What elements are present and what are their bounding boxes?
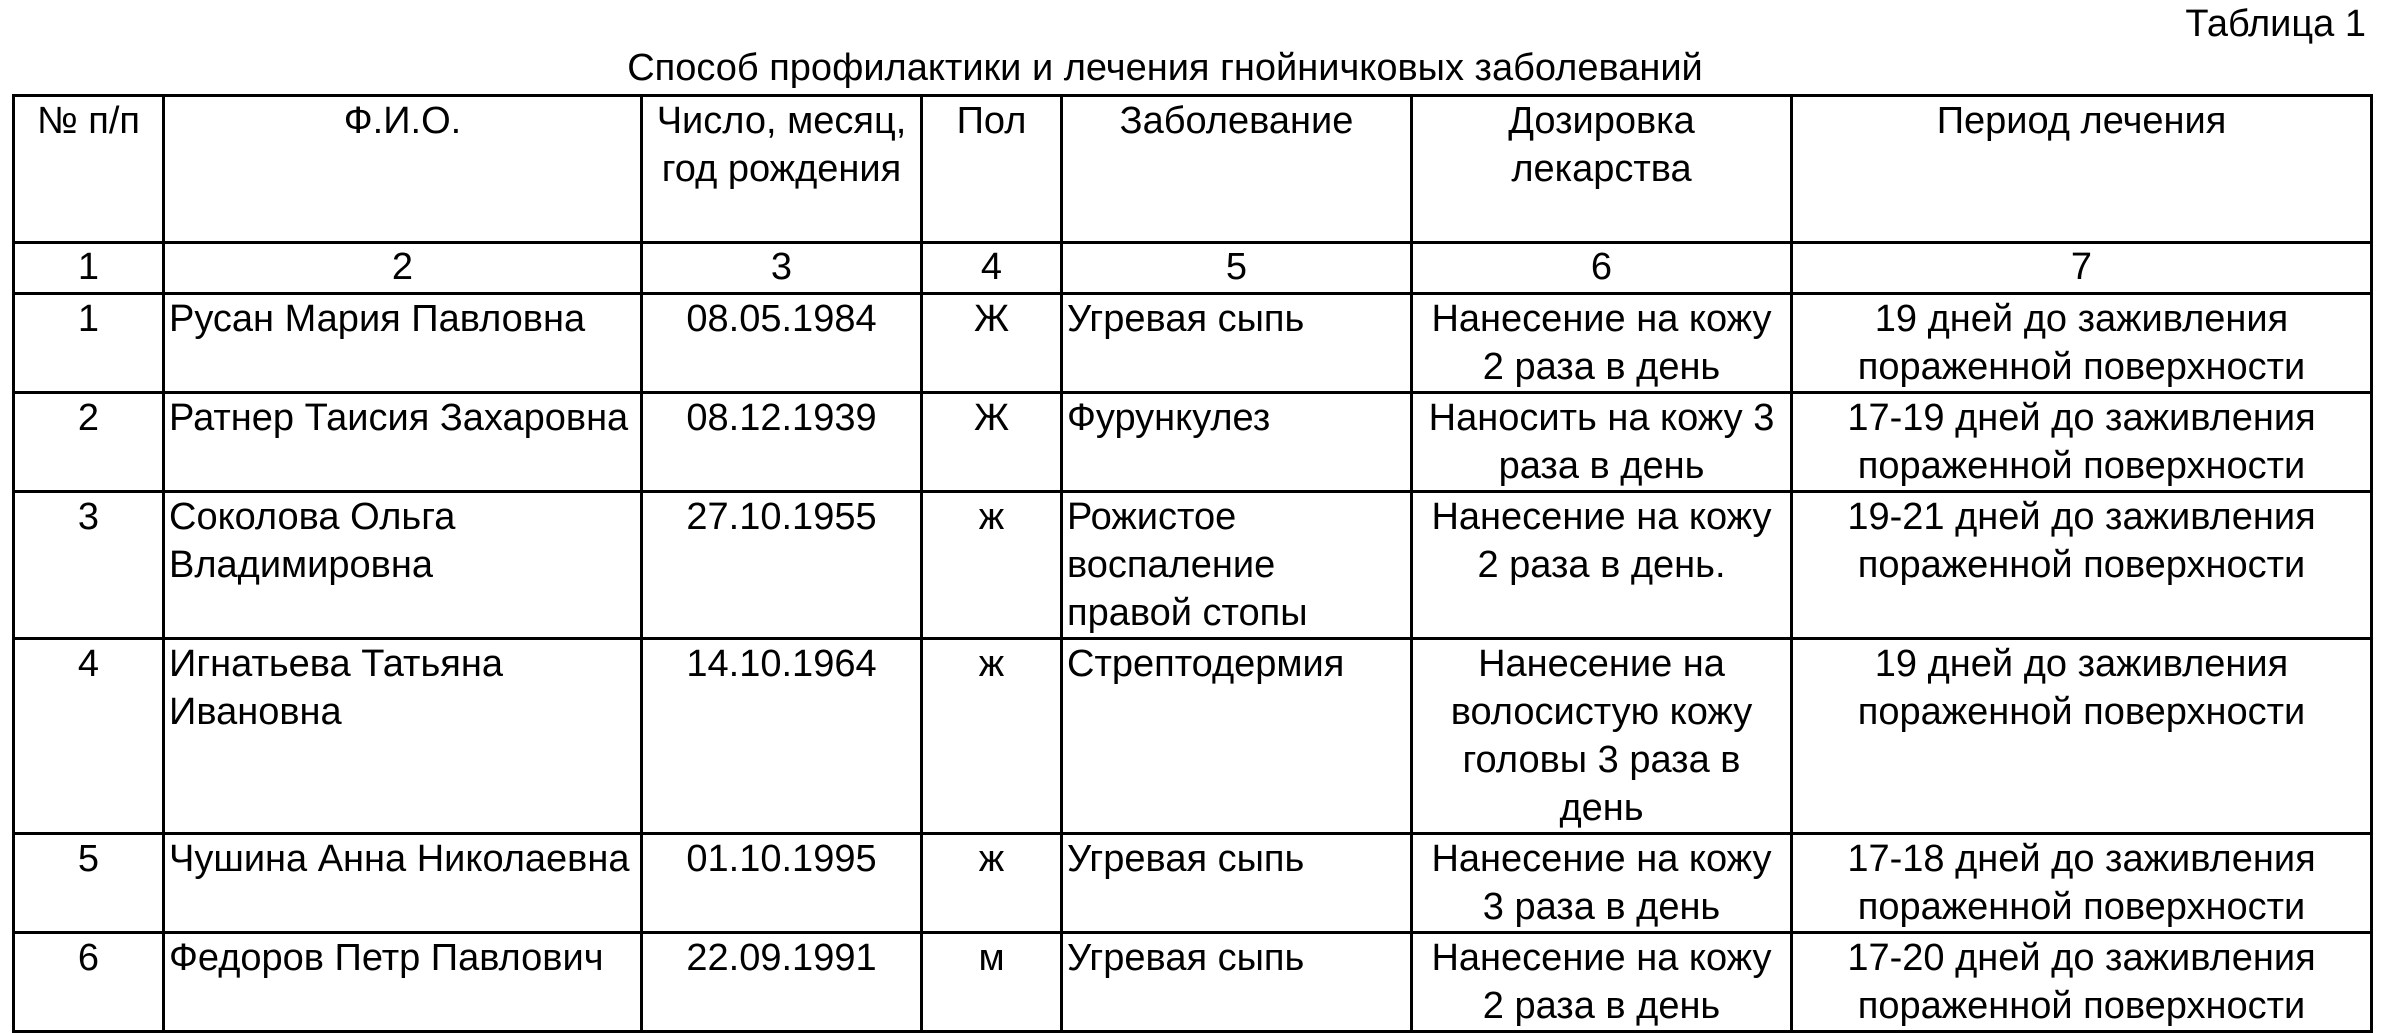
column-number: 4 bbox=[922, 243, 1062, 294]
column-number: 3 bbox=[642, 243, 922, 294]
cell-disease: Угревая сыпь bbox=[1062, 933, 1412, 1032]
cell-dosage: Наносить на кожу 3 раза в день bbox=[1412, 393, 1792, 492]
cell-treatment-period: 17-19 дней до заживления пораженной поверхности bbox=[1792, 393, 2372, 492]
cell-dosage: Нанесение на кожу 2 раза в день. bbox=[1412, 492, 1792, 639]
cell-treatment-period: 19-21 дней до заживления пораженной поверхности bbox=[1792, 492, 2372, 639]
table-row bbox=[14, 834, 2372, 933]
cell-disease: Фурункулез bbox=[1062, 393, 1412, 492]
cell-number: 2 bbox=[14, 393, 164, 492]
column-number: 2 bbox=[164, 243, 642, 294]
cell-sex: м bbox=[922, 933, 1062, 1032]
treatment-table bbox=[12, 94, 2373, 1033]
cell-sex: Ж bbox=[922, 393, 1062, 492]
table-caption: Способ профилактики и лечения гнойничковых заболеваний bbox=[627, 47, 1703, 89]
cell-number: 1 bbox=[14, 294, 164, 393]
cell-number: 6 bbox=[14, 933, 164, 1032]
cell-disease: Рожистое воспаление правой стопы bbox=[1062, 492, 1412, 639]
column-header: Ф.И.О. bbox=[164, 96, 642, 243]
table-row bbox=[14, 294, 2372, 393]
cell-treatment-period: 17-18 дней до заживления пораженной поверхности bbox=[1792, 834, 2372, 933]
column-number: 6 bbox=[1412, 243, 1792, 294]
cell-sex: ж bbox=[922, 639, 1062, 834]
table-row bbox=[14, 393, 2372, 492]
cell-birth-date: 08.12.1939 bbox=[642, 393, 922, 492]
cell-birth-date: 22.09.1991 bbox=[642, 933, 922, 1032]
column-header: Дозировка лекарства bbox=[1412, 96, 1792, 243]
cell-dosage: Нанесение на кожу 2 раза в день bbox=[1412, 933, 1792, 1032]
cell-name: Игнатьева Татьяна Ивановна bbox=[164, 639, 642, 834]
cell-sex: Ж bbox=[922, 294, 1062, 393]
cell-name: Соколова Ольга Владимировна bbox=[164, 492, 642, 639]
header-row bbox=[14, 96, 2372, 243]
cell-dosage: Нанесение на волосистую кожу головы 3 раза в день bbox=[1412, 639, 1792, 834]
cell-sex: ж bbox=[922, 834, 1062, 933]
cell-disease: Стрептодермия bbox=[1062, 639, 1412, 834]
column-number: 1 bbox=[14, 243, 164, 294]
table-row bbox=[14, 933, 2372, 1032]
column-number-row bbox=[14, 243, 2372, 294]
cell-name: Чушина Анна Николаевна bbox=[164, 834, 642, 933]
cell-dosage: Нанесение на кожу 3 раза в день bbox=[1412, 834, 1792, 933]
cell-birth-date: 14.10.1964 bbox=[642, 639, 922, 834]
column-header: Число, месяц, год рождения bbox=[642, 96, 922, 243]
cell-dosage: Нанесение на кожу 2 раза в день bbox=[1412, 294, 1792, 393]
cell-birth-date: 01.10.1995 bbox=[642, 834, 922, 933]
cell-number: 3 bbox=[14, 492, 164, 639]
cell-birth-date: 27.10.1955 bbox=[642, 492, 922, 639]
table-row bbox=[14, 639, 2372, 834]
column-header: Пол bbox=[922, 96, 1062, 243]
column-number: 5 bbox=[1062, 243, 1412, 294]
cell-treatment-period: 19 дней до заживления пораженной поверхности bbox=[1792, 639, 2372, 834]
table-row bbox=[14, 492, 2372, 639]
column-header: № п/п bbox=[14, 96, 164, 243]
cell-name: Русан Мария Павловна bbox=[164, 294, 642, 393]
cell-treatment-period: 17-20 дней до заживления пораженной поверхности bbox=[1792, 933, 2372, 1032]
column-header: Период лечения bbox=[1792, 96, 2372, 243]
cell-disease: Угревая сыпь bbox=[1062, 834, 1412, 933]
column-number: 7 bbox=[1792, 243, 2372, 294]
cell-disease: Угревая сыпь bbox=[1062, 294, 1412, 393]
table-label: Таблица 1 bbox=[2185, 3, 2366, 45]
cell-number: 4 bbox=[14, 639, 164, 834]
cell-sex: ж bbox=[922, 492, 1062, 639]
cell-number: 5 bbox=[14, 834, 164, 933]
column-header: Заболевание bbox=[1062, 96, 1412, 243]
cell-treatment-period: 19 дней до заживления пораженной поверхности bbox=[1792, 294, 2372, 393]
cell-name: Федоров Петр Павлович bbox=[164, 933, 642, 1032]
cell-birth-date: 08.05.1984 bbox=[642, 294, 922, 393]
cell-name: Ратнер Таисия Захаровна bbox=[164, 393, 642, 492]
